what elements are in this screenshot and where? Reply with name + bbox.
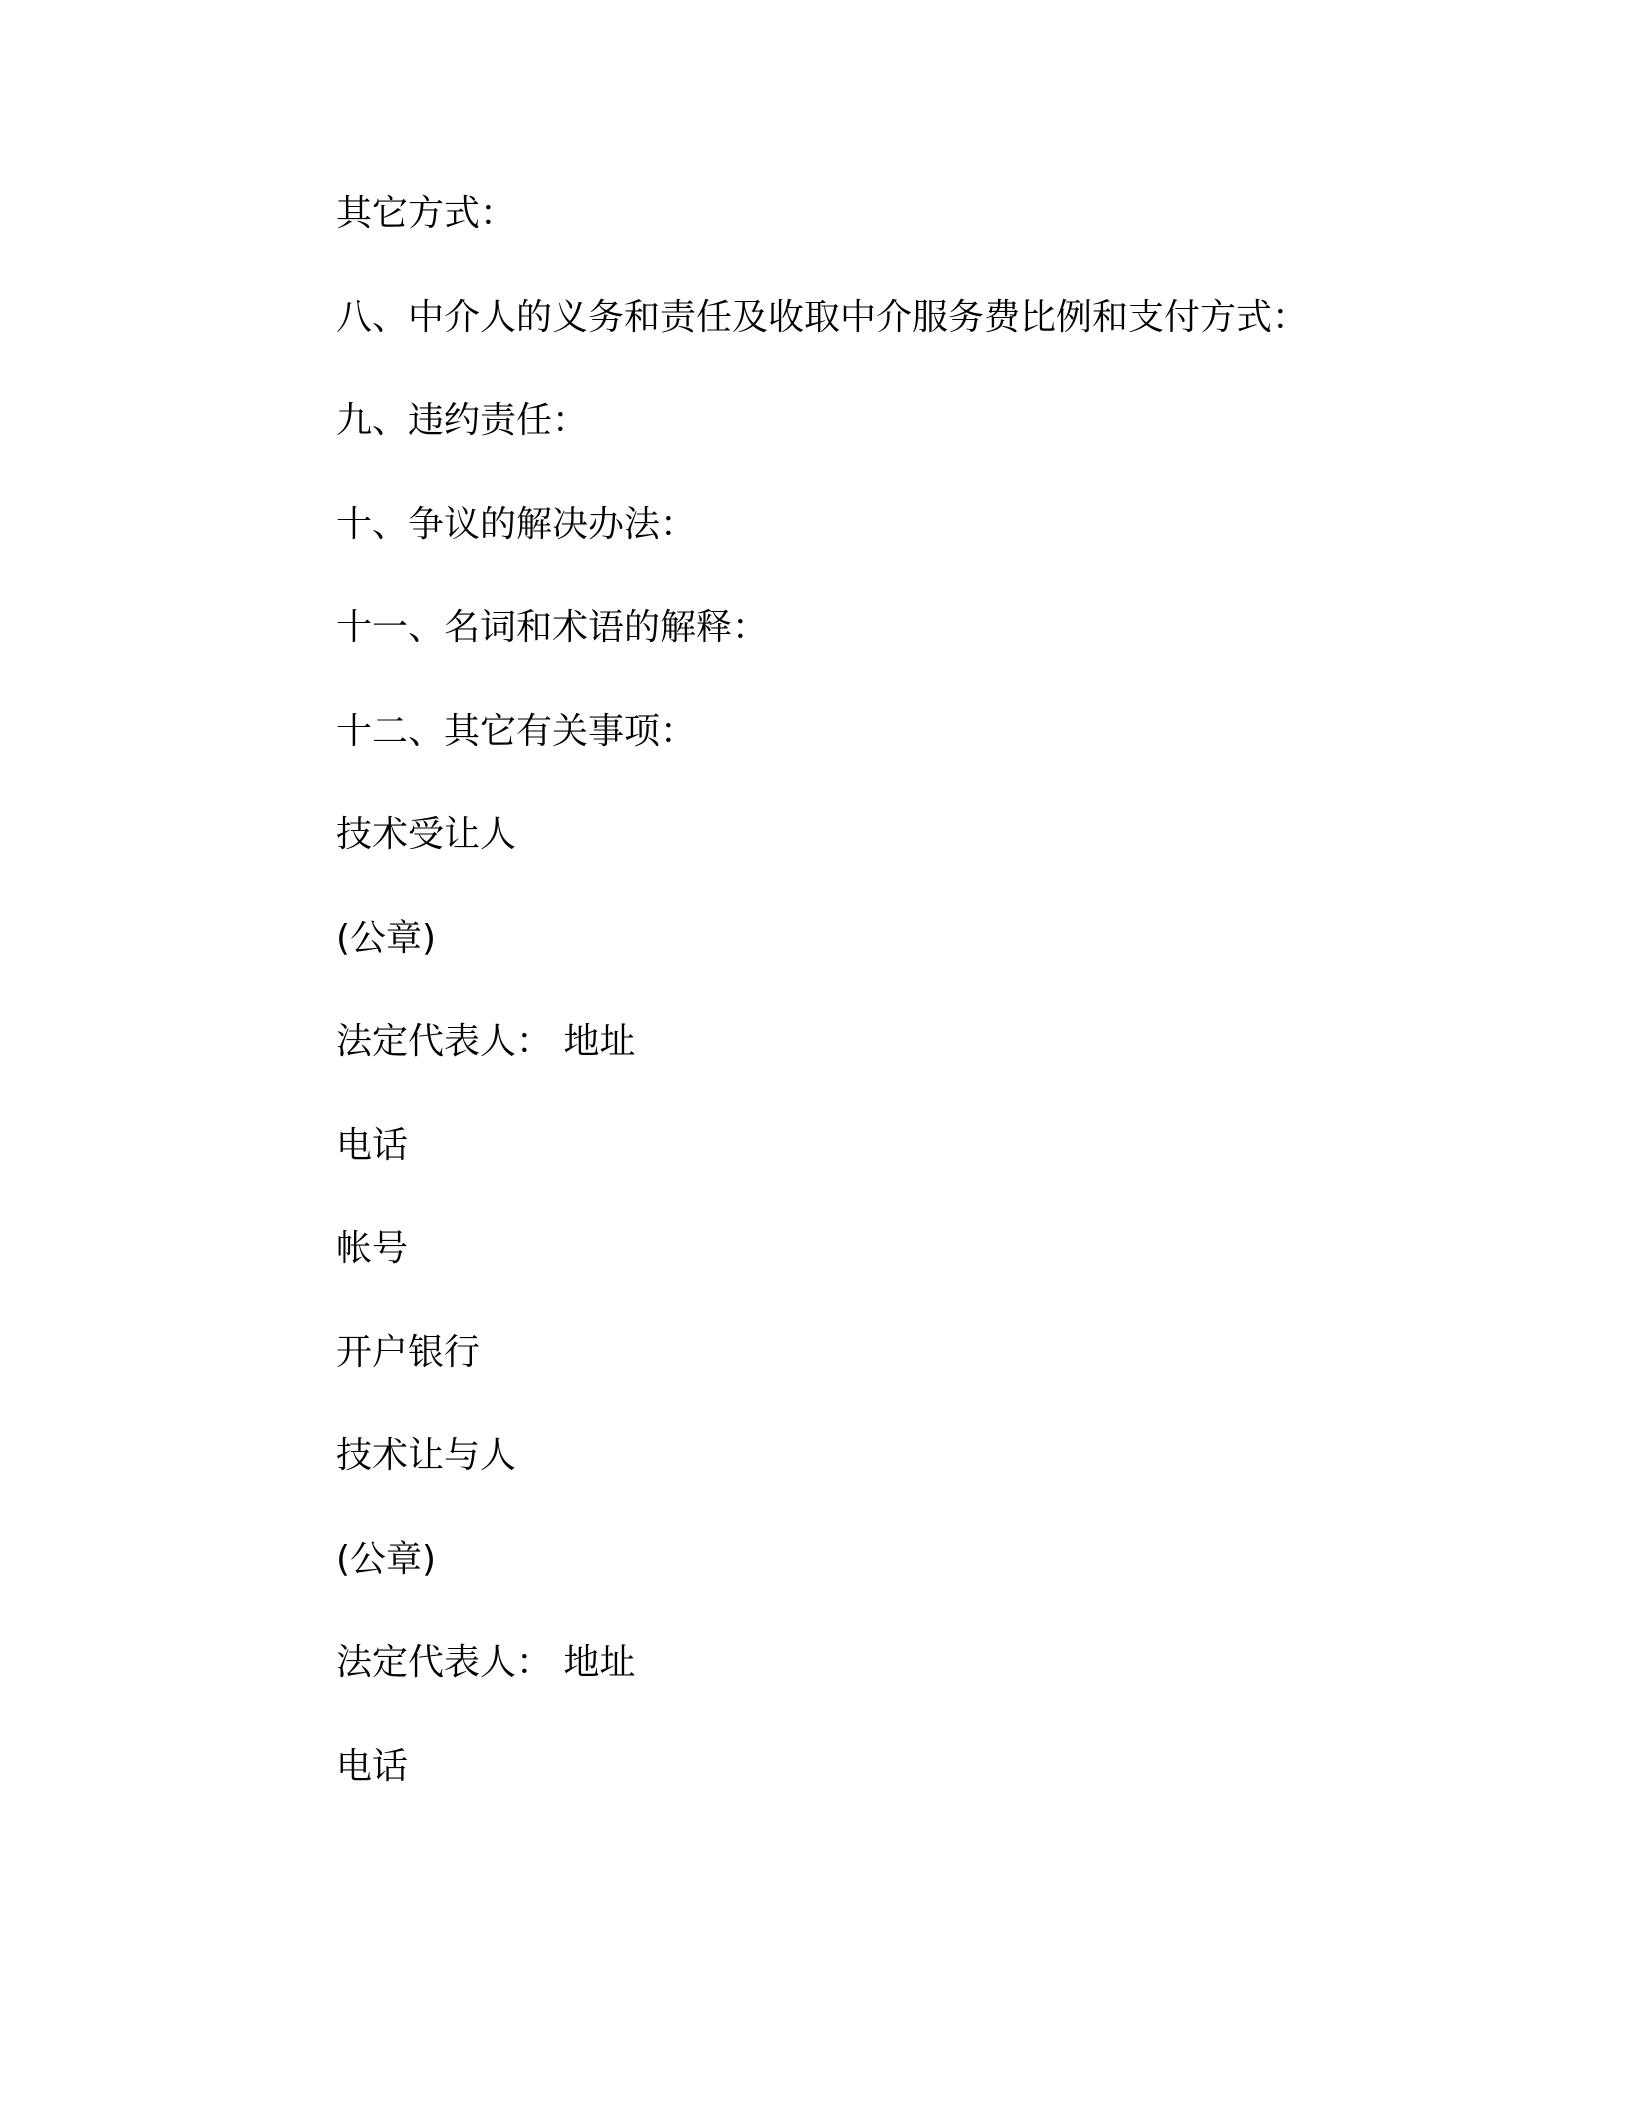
document-body [336, 190, 1336, 1846]
assignee-representative-address: 法定代表人： 地址 [336, 1021, 636, 1062]
assignor-seal-label: (公章) [336, 1538, 437, 1580]
assignee-bank-label: 开户银行 [336, 1331, 481, 1373]
assignee-account-label: 帐号 [336, 1228, 409, 1269]
assignee-seal-label: (公章) [336, 917, 437, 959]
clause-8-intermediary-duties: 八、中介人的义务和责任及收取中介服务费比例和支付方式： [336, 296, 1309, 338]
assignor-label: 技术让与人 [336, 1435, 517, 1476]
clause-other-methods: 其它方式： [336, 193, 517, 234]
clause-12-other-matters: 十二、其它有关事项： [336, 710, 697, 752]
assignor-phone-label: 电话 [336, 1745, 409, 1787]
clause-11-terms-definitions: 十一、名词和术语的解释： [336, 607, 769, 648]
assignee-phone-label: 电话 [336, 1124, 409, 1166]
assignor-representative-address: 法定代表人： 地址 [336, 1642, 636, 1683]
clause-10-dispute-resolution: 十、争议的解决办法： [336, 503, 697, 545]
clause-9-liability-for-breach: 九、违约责任： [336, 400, 589, 441]
assignee-label: 技术受让人 [336, 814, 517, 855]
